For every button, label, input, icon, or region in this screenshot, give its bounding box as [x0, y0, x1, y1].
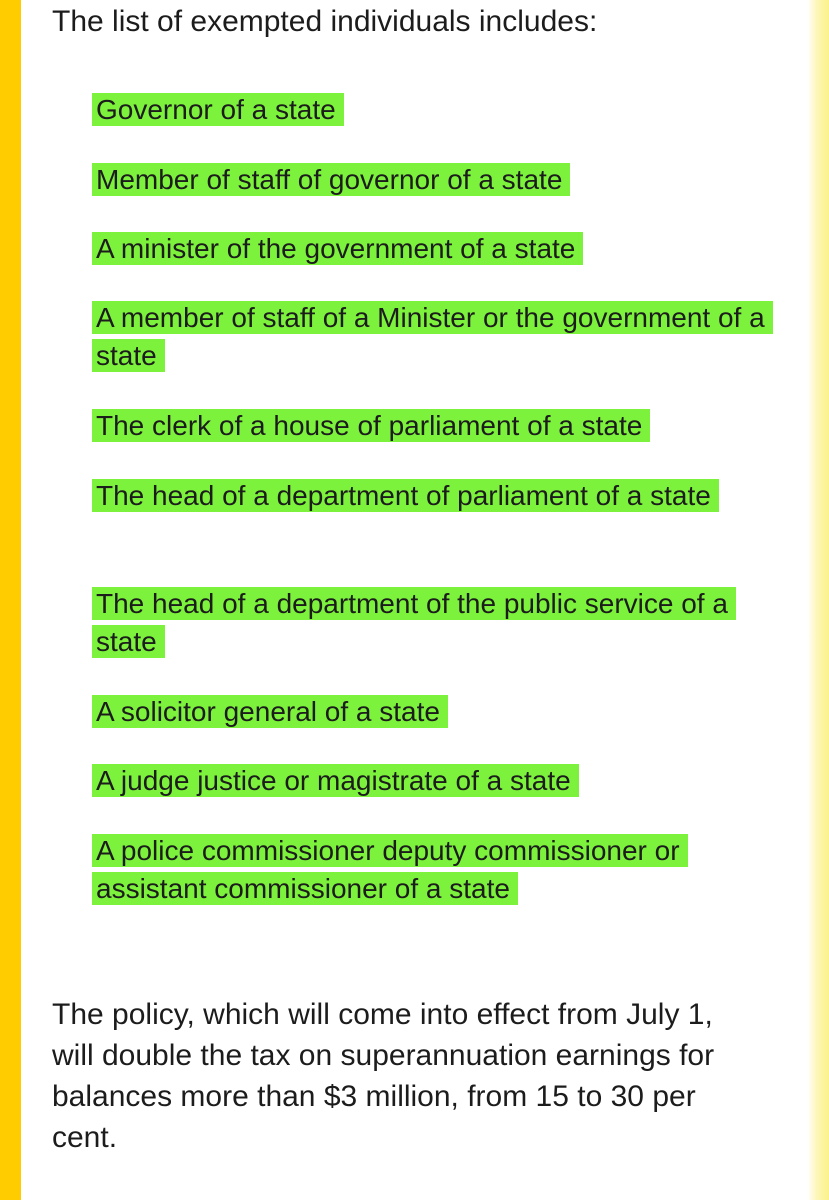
list-item [96, 407, 786, 445]
list-item [96, 693, 786, 731]
left-accent-bar [0, 0, 21, 1200]
list-item [96, 230, 786, 268]
list-item-text: A solicitor general of a state [92, 695, 448, 728]
list-item [96, 299, 786, 375]
intro-text: The list of exempted individuals includes: [52, 5, 598, 38]
list-item-text: A police commissioner deputy commissioner or assistant commissioner of a state [92, 834, 688, 905]
right-accent-bar [809, 0, 829, 1200]
list-item-text: A judge justice or magistrate of a state [92, 764, 579, 797]
list-item-text: The head of a department of parliament of a state [92, 479, 719, 512]
list-item-text: The head of a department of the public service of a state [92, 587, 736, 658]
list-item-text: A minister of the government of a state [92, 232, 583, 265]
list-item-text: Member of staff of governor of a state [92, 163, 570, 196]
list-item [96, 91, 786, 129]
list-item-text: The clerk of a house of parliament of a state [92, 409, 650, 442]
list-item [96, 762, 786, 800]
list-item [96, 832, 786, 908]
list-item [96, 161, 786, 199]
list-item-text: A member of staff of a Minister or the government of a state [92, 301, 773, 372]
list-item-text: Governor of a state [92, 93, 344, 126]
list-item [96, 585, 786, 661]
policy-paragraph: The policy, which will come into effect from July 1, will double the tax on superannuation earnings for balances more than $3 million, from 15 to 30 per cent. [52, 998, 715, 1154]
list-item [96, 477, 786, 515]
